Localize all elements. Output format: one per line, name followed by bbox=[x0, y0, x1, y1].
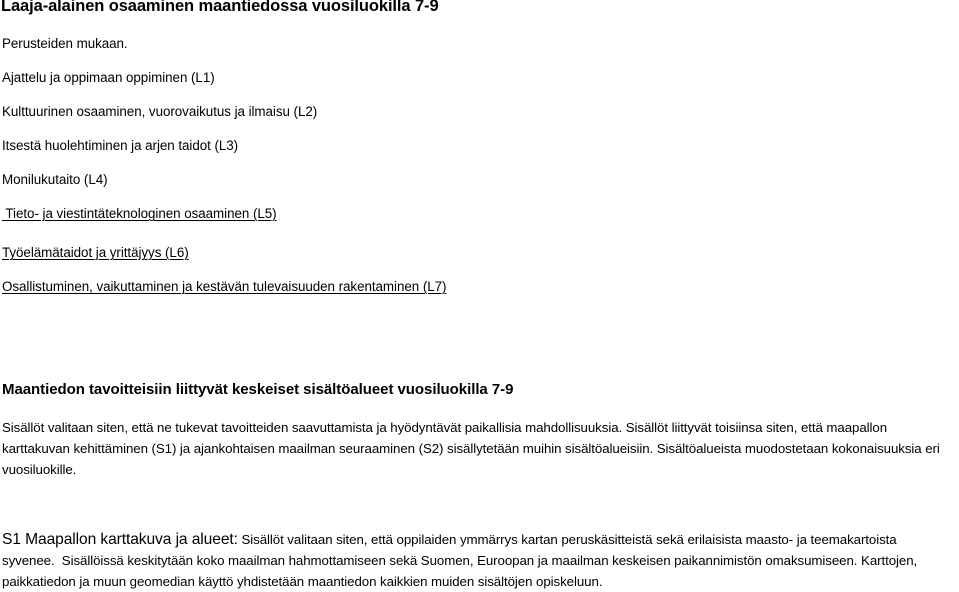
competence-l1: Ajattelu ja oppimaan oppiminen (L1) bbox=[2, 70, 215, 85]
section-paragraph bbox=[2, 417, 959, 480]
s1-first-line-text: Sisällöt valitaan siten, että oppilaiden ymmärrys kartan peruskäsitteistä sekä erilaisista maasto- ja teemakartoista bbox=[237, 532, 897, 547]
intro-text: Perusteiden mukaan. bbox=[2, 36, 128, 51]
s1-paragraph bbox=[2, 529, 959, 592]
s1-paragraph-line: paikkatiedon ja muun geomedian käyttö yhdistetään maantiedon kaikkien muiden sisältöjen opiskeluun. bbox=[2, 574, 603, 589]
section-heading: Maantiedon tavoitteisiin liittyvät keskeiset sisältöalueet vuosiluokilla 7-9 bbox=[2, 381, 514, 398]
section-paragraph-line: Sisällöt valitaan siten, että ne tukevat tavoitteiden saavuttamista ja hyödyntävät paikallisia mahdollisuuksia. Sisällöt liittyvät toisiinsa siten, että maapallon bbox=[2, 420, 888, 435]
competence-l2: Kulttuurinen osaaminen, vuorovaikutus ja ilmaisu (L2) bbox=[2, 104, 318, 119]
section-paragraph-line: vuosiluokille. bbox=[2, 462, 77, 477]
competence-l7: Osallistuminen, vaikuttaminen ja kestävän tulevaisuuden rakentaminen (L7) bbox=[2, 279, 447, 294]
section-paragraph-line: karttakuvan kehittäminen (S1) ja ajankohtaisen maailman seuraaminen (S2) sisällytetään muihin sisältöalueisiin. Sisältöalueista muodostetaan kokonaisuuksia eri bbox=[2, 441, 940, 456]
competence-l5: Tieto- ja viestintäteknologinen osaaminen (L5) bbox=[2, 206, 277, 221]
competence-l3: Itsestä huolehtiminen ja arjen taidot (L3) bbox=[2, 138, 239, 153]
competence-l4: Monilukutaito (L4) bbox=[2, 172, 108, 187]
competence-l6: Työelämätaidot ja yrittäjyys (L6) bbox=[2, 245, 189, 260]
s1-paragraph-line bbox=[2, 529, 959, 550]
s1-paragraph-line: syvenee. Sisällöissä keskitytään koko maailman hahmottamiseen sekä Suomen, Euroopan ja maailman keskeisen paikannimistön omaksumiseen. Karttojen, bbox=[2, 553, 918, 568]
page-title: Laaja-alainen osaaminen maantiedossa vuosiluokilla 7-9 bbox=[1, 0, 439, 15]
s1-heading: S1 Maapallon karttakuva ja alueet: bbox=[2, 531, 238, 548]
